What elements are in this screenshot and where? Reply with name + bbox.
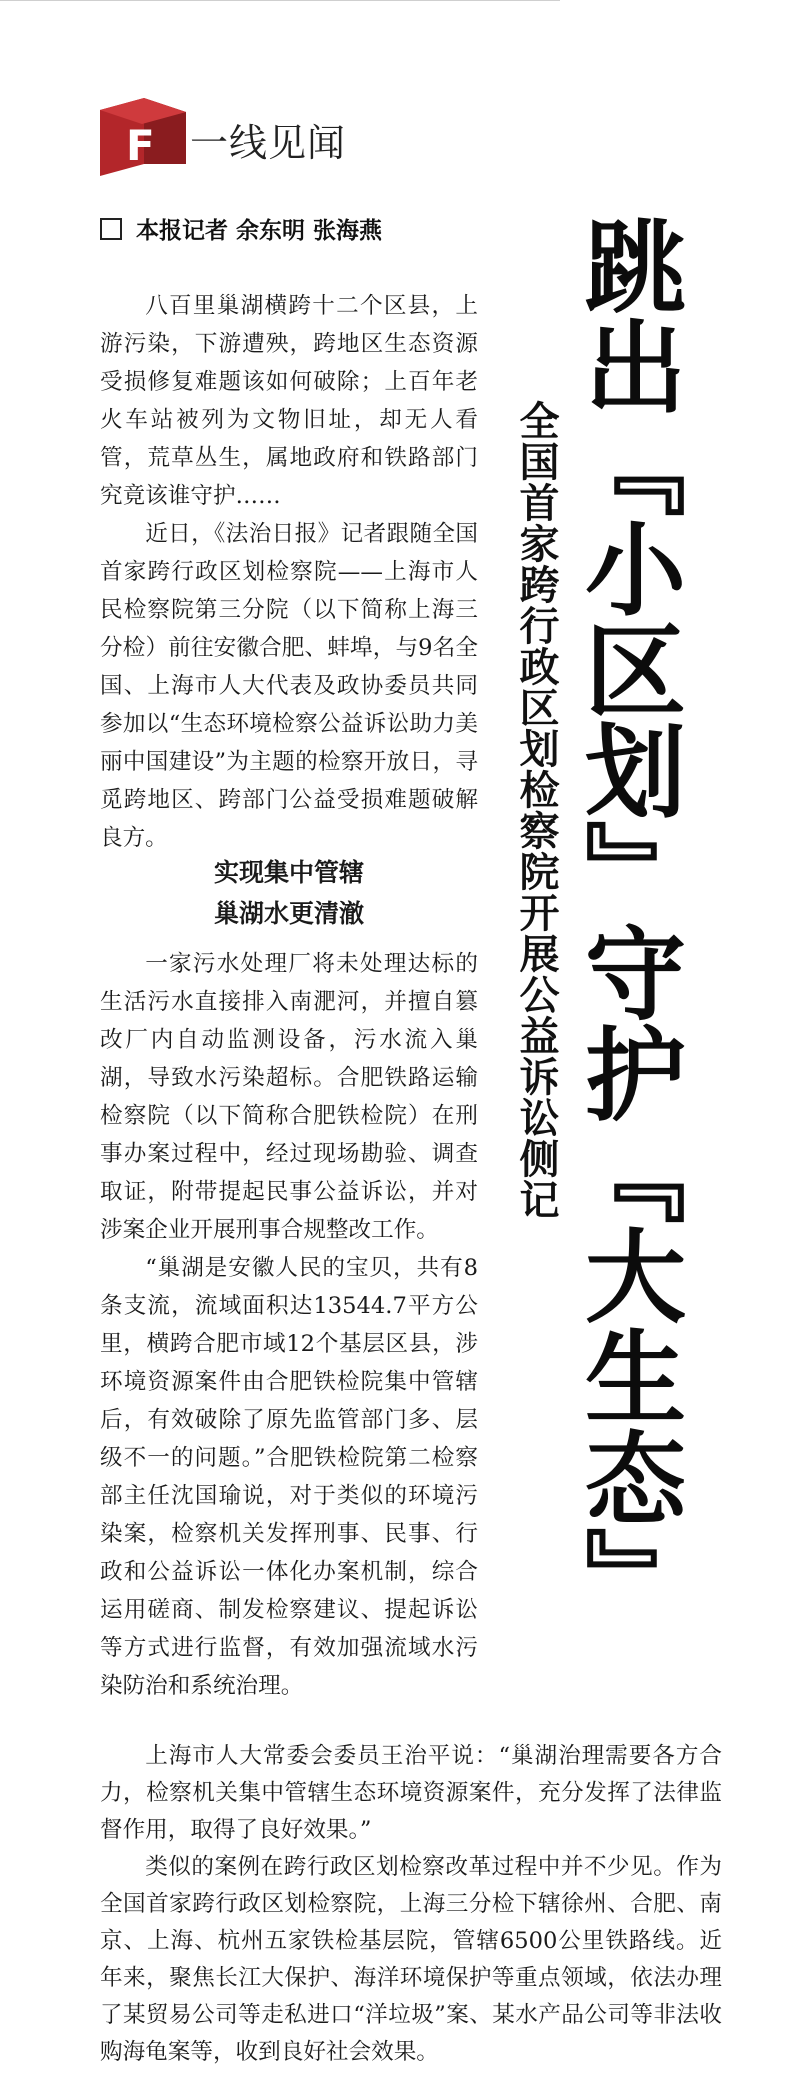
byline-square-icon [100, 218, 122, 240]
paragraph: “巢湖是安徽人民的宝贝，共有8条支流，流域面积达13544.7平方公里，横跨合肥市域12个基层区县，涉环境资源案件由合肥铁检院集中管辖后，有效破除了原先监管部门多、层级不一的问题。”合肥铁检院第二检察部主任沈国瑜说，对于类似的环境污染案，检察机关发挥刑事、民事、行政和公益诉讼一体化办案机制，综合运用磋商、制发检察建议、提起诉讼等方式进行监督，有效加强流域水污染防治和系统治理。 [100, 1255, 478, 1699]
article-column-1 [100, 287, 478, 857]
section-heading-line: 实现集中管辖 [213, 858, 364, 887]
section-title: 一线见闻 [190, 121, 347, 165]
paragraph: 一家污水处理厂将未处理达标的生活污水直接排入南淝河，并擅自篡改厂内自动监测设备，污水流入巢湖，导致水污染超标。合肥铁路运输检察院（以下简称合肥铁检院）在刑事办案过程中，经过现场勘验、调查取证，附带提起民事公益诉讼，并对涉案企业开展刑事合规整改工作。 [100, 951, 478, 1243]
section-heading [100, 852, 478, 934]
headline: 跳出『小区划』守护『大生态』 [568, 214, 687, 1628]
subheadline: 全国首家跨行政区划检察院开展公益诉讼侧记 [513, 400, 559, 1220]
paragraph: 类似的案例在跨行政区划检察改革过程中并不少见。作为全国首家跨行政区划检察院，上海三分检下辖徐州、合肥、南京、上海、杭州五家铁检基层院，管辖6500公里铁路线。近年来，聚焦长江大保护、海洋环境保护等重点领域，依法办理了某贸易公司等走私进口“洋垃圾”案、某水产品公司等非法收购海龟案等，收到良好社会效果。 [100, 1854, 722, 2065]
section-logo-icon [100, 98, 186, 176]
logo-letter: F [126, 121, 155, 170]
article-wide-block [100, 1738, 722, 2071]
section-heading-line: 巢湖水更清澈 [213, 899, 364, 928]
paragraph: 上海市人大常委会委员王治平说：“巢湖治理需要各方合力，检察机关集中管辖生态环境资源案件，充分发挥了法律监督作用，取得了良好效果。” [100, 1743, 722, 1843]
byline-text: 本报记者 余东明 张海燕 [136, 218, 383, 244]
paragraph: 近日，《法治日报》记者跟随全国首家跨行政区划检察院——上海市人民检察院第三分院（以下简称上海三分检）前往安徽合肥、蚌埠，与9名全国、上海市人大代表及政协委员共同参加以“生态环境检察公益诉讼助力美丽中国建设”为主题的检察开放日，寻觅跨地区、跨部门公益受损难题破解良方。 [100, 521, 478, 851]
byline [100, 212, 382, 245]
article-column-2 [100, 945, 478, 1705]
top-rule [0, 0, 560, 1]
paragraph: 八百里巢湖横跨十二个区县，上游污染，下游遭殃，跨地区生态资源受损修复难题该如何破除；上百年老火车站被列为文物旧址，却无人看管，荒草丛生，属地政府和铁路部门究竟该谁守护…… [100, 293, 478, 509]
